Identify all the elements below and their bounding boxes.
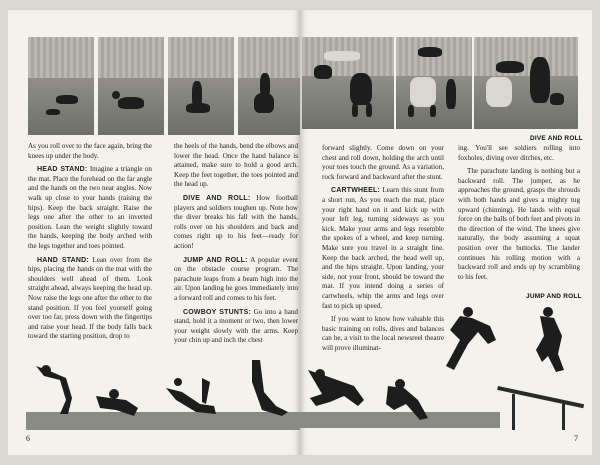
page-number-right: 7	[574, 434, 578, 443]
head-stand-heading: HEAD STAND:	[37, 166, 88, 174]
left-column-1: As you roll over to the face again, bring the knees up under the body. HEAD STAND: Imagine a triangle on the mat. Place the forehead on the far angle and the hands on the two near angles. Now walk up close to your hands (raising the hips). Keep the back straight. Raise the legs one after the other to an inverted position. Lean the weight slightly toward the hands, keeping the body arched with the legs together and toes pointed. HAND STAND: Lean over from the hips, placing the hands on the mat with the shoulders well ahead of them. Look straight ahead, always keeping the head up. Now raise the legs one after the other to the stand position. If you feel yourself going over too far, press down with the fingertips and raise your head. If the body falls back toward the starting position, drop to	[28, 142, 152, 341]
cowboy-stunts-heading: COWBOY STUNTS:	[183, 308, 252, 316]
head-stand-photo-1	[28, 37, 94, 135]
dive-and-roll-photo-1	[302, 37, 394, 129]
left-page	[8, 10, 300, 455]
jump-and-roll-heading: JUMP AND ROLL:	[183, 256, 248, 264]
right-page	[300, 10, 592, 455]
dive-and-roll-photo-3	[474, 37, 578, 129]
cowboy-stunt-silhouettes	[26, 352, 300, 430]
dive-and-roll-heading: DIVE AND ROLL:	[183, 194, 251, 202]
jump-and-roll-caption: JUMP AND ROLL	[526, 293, 582, 300]
cartwheel-heading: CARTWHEEL:	[331, 187, 381, 195]
head-stand-photo-4	[238, 37, 300, 135]
page-number-left: 6	[26, 434, 30, 443]
left-column-2: the heels of the hands, bend the elbows and lower the head. Once the hand balance is attained, make sure to hold a good arch. Keep the feet together, the toes pointed and the head up. DIVE AND ROLL: How football players and soldiers toughen up. Note how the diver breaks his fall with the hands, rolls over on his shoulders and back and comes right up to his feet—ready for action! JUMP AND ROLL: A popular event on the obstacle course program. The parachute leaps from a beam high into the air. Upon landing he goes immediately into a forward roll and comes to his feet. COWBOY STUNTS: Go into a hand stand, hold it a moment or two, then lower your weight slowly with the arms. Keep your chin up and inch the chest	[174, 142, 298, 345]
head-stand-photo-3	[168, 37, 234, 135]
right-column-2: ing. You'll see soldiers rolling into foxholes, diving over ditches, etc. The parachute landing is nothing but a backward roll. The jumper, as he approaches the ground, grasps the shrouds with both hands and gives a mighty tug upward (chinning). He lands with equal force on the balls of both feet and pivots in the direction of the wind. The knees give naturally, the body assuming a squat position over the buttocks. The lander continues his rolling motion with a backward roll and ends up by scrambling to his feet.	[458, 144, 580, 281]
head-stand-photo-2	[98, 37, 164, 135]
jump-and-roll-silhouettes	[300, 300, 590, 432]
dive-and-roll-caption: DIVE AND ROLL	[530, 135, 583, 142]
hand-stand-heading: HAND STAND:	[37, 256, 89, 264]
dive-and-roll-photo-2	[396, 37, 472, 129]
right-column-1: forward slightly. Come down on your chest and roll down, holding the arch until your toes touch the ground. As a variation, rock forward and backward after the stunt. CARTWHEEL: Learn this stunt from a short run. As you reach the mat, place your right hand on it and kick up with your left leg, turning sideways as you kick. Make your arms and legs resemble the spokes of a wheel, and keep turning. Make sure you travel in a straight line. Keep the back arched, the head well up, and the hips straight. Upon landing, your side, not your front, should be toward the mat. If you intend doing a series of cartwheels, whip the arms and legs over fast to pick up speed. If you want to know how valuable this basic training on rolls, dives and balances can be, a visit to the local newsreel theatre will prove illuminat-	[322, 144, 444, 352]
